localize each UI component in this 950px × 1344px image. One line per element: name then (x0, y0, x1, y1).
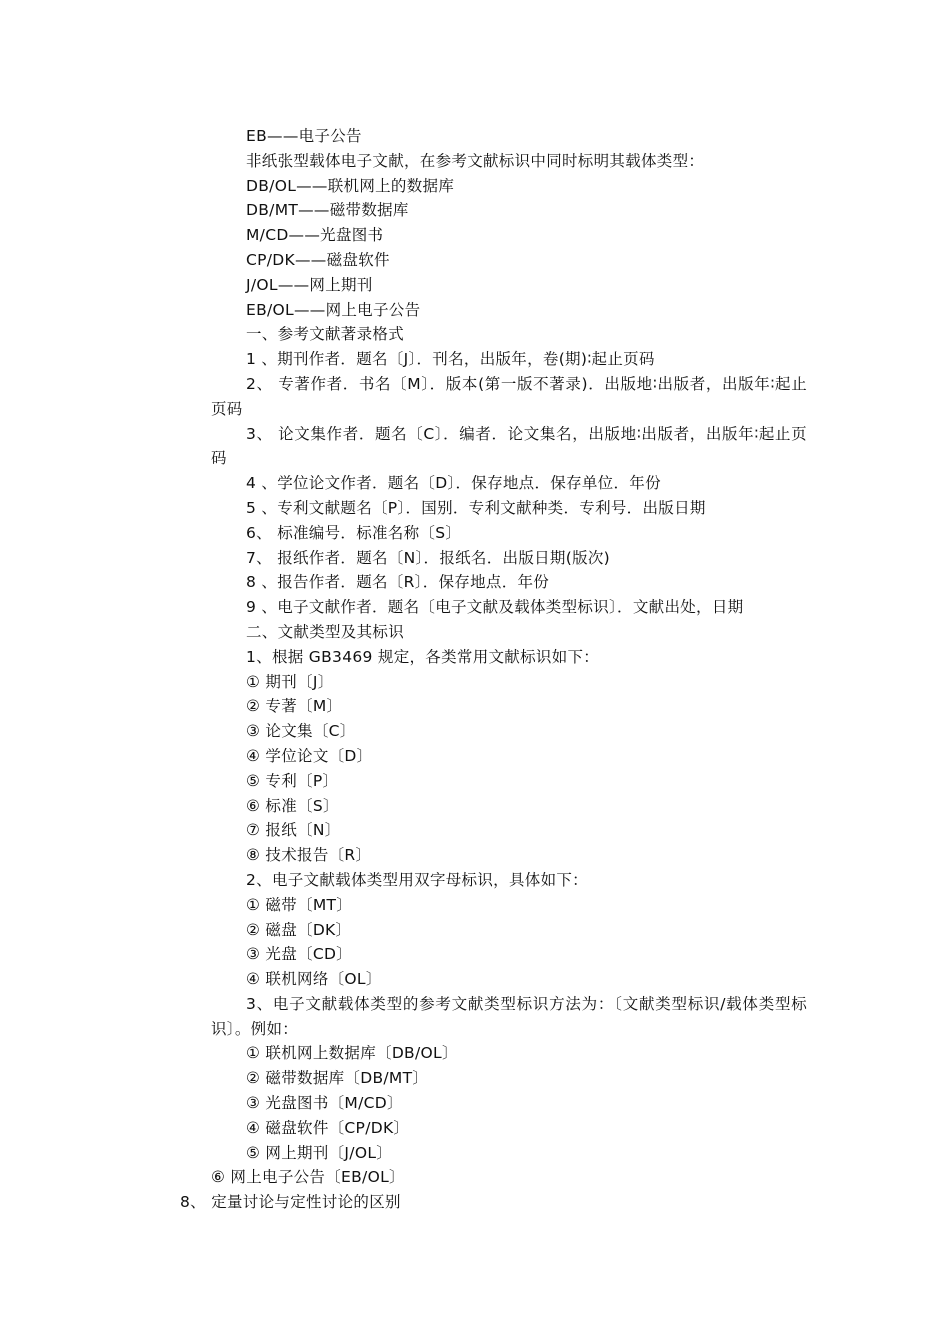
format-item-standard: 6、 标准编号．标准名称〔S〕 (246, 523, 462, 542)
types-intro: 1、根据 GB3469 规定，各类常用文献标识如下： (246, 647, 600, 666)
format-item-proceedings: 3、 论文集作者．题名〔C〕．编者．论文集名，出版地∶出版者，出版年∶起止页码 (211, 424, 807, 468)
type-item-journal: ① 期刊〔J〕 (246, 672, 334, 691)
format-item-patent: 5 、专利文献题名〔P〕．国别．专利文献种类．专利号．出版日期 (246, 498, 706, 517)
example-item-j-ol: ⑤ 网上期刊〔J/OL〕 (246, 1143, 393, 1162)
paragraph-eb: EB——电子公告 (246, 127, 362, 145)
carrier-item-tape: ① 磁带〔MT〕 (246, 895, 353, 914)
section-heading-quant-vs-qual: 8、 定量讨论与定性讨论的区别 (180, 1193, 401, 1212)
example-item-db-ol: ① 联机网上数据库〔DB/OL〕 (246, 1044, 458, 1063)
type-item-newspaper: ⑦ 报纸〔N〕 (246, 821, 341, 840)
type-item-proceedings: ③ 论文集〔C〕 (246, 722, 356, 741)
paragraph-db-ol: DB/OL——联机网上的数据库 (246, 176, 455, 195)
paragraph-non-paper-intro: 非纸张型载体电子文献，在参考文献标识中同时标明其载体类型： (246, 151, 705, 170)
type-item-report: ⑧ 技术报告〔R〕 (246, 846, 372, 865)
type-item-standard: ⑥ 标准〔S〕 (246, 796, 339, 815)
paragraph-eb-ol: EB/OL——网上电子公告 (246, 300, 421, 319)
carrier-item-cd: ③ 光盘〔CD〕 (246, 945, 352, 964)
example-item-db-mt: ② 磁带数据库〔DB/MT〕 (246, 1069, 429, 1088)
example-item-m-cd: ③ 光盘图书〔M/CD〕 (246, 1094, 403, 1113)
format-item-monograph: 2、 专著作者．书名〔M〕．版本(第一版不著录)．出版地∶出版者，出版年∶起止页码 (211, 374, 807, 418)
section-heading-format: 一、参考文献著录格式 (246, 325, 405, 344)
carrier-item-online: ④ 联机网络〔OL〕 (246, 970, 382, 989)
example-item-eb-ol: ⑥ 网上电子公告〔EB/OL〕 (211, 1168, 405, 1187)
example-item-cp-dk: ④ 磁盘软件〔CP/DK〕 (246, 1118, 410, 1137)
section-heading-types: 二、文献类型及其标识 (246, 622, 405, 641)
paragraph-j-ol: J/OL——网上期刊 (246, 275, 373, 294)
type-item-patent: ⑤ 专利〔P〕 (246, 771, 339, 790)
carrier-intro: 2、电子文献载体类型用双字母标识，具体如下： (246, 870, 588, 889)
format-item-newspaper: 7、 报纸作者．题名〔N〕．报纸名．出版日期(版次) (246, 548, 611, 567)
carrier-item-disk: ② 磁盘〔DK〕 (246, 920, 352, 939)
format-item-journal: 1 、期刊作者．题名〔J〕．刊名，出版年，卷(期)∶起止页码 (246, 350, 655, 369)
paragraph-db-mt: DB/MT——磁带数据库 (246, 201, 409, 220)
document-body (180, 124, 811, 1215)
format-item-electronic: 9 、电子文献作者．题名〔电子文献及载体类型标识〕．文献出处，日期 (246, 598, 744, 617)
format-item-thesis: 4 、学位论文作者．题名〔D〕．保存地点．保存单位．年份 (246, 474, 661, 493)
paragraph-cp-dk: CP/DK——磁盘软件 (246, 250, 390, 269)
type-item-monograph: ② 专著〔M〕 (246, 697, 343, 716)
format-item-report: 8 、报告作者．题名〔R〕．保存地点．年份 (246, 573, 550, 592)
paragraph-m-cd: M/CD——光盘图书 (246, 226, 384, 245)
carrier-method-intro: 3、电子文献载体类型的参考文献类型标识方法为：〔文献类型标识/载体类型标识〕。例如： (211, 994, 807, 1038)
type-item-thesis: ④ 学位论文〔D〕 (246, 746, 373, 765)
